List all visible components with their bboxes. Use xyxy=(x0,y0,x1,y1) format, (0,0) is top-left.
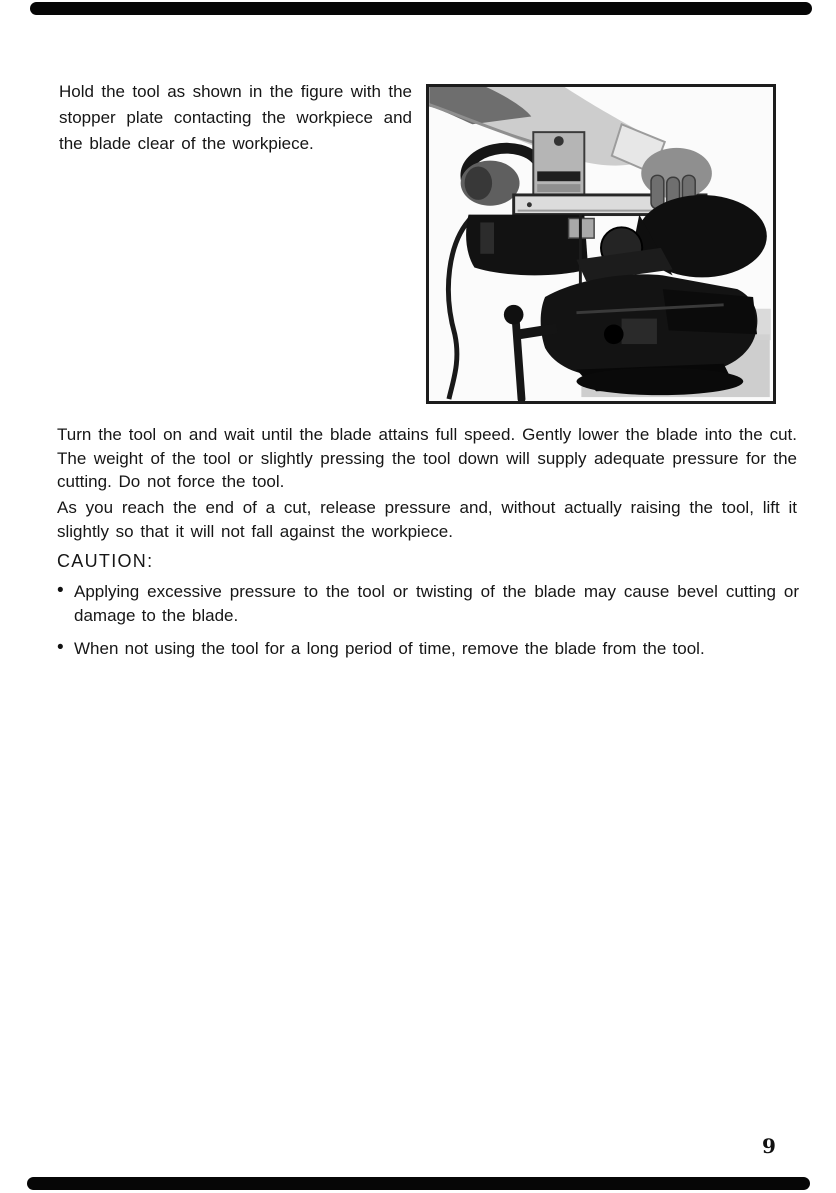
intro-paragraph: Hold the tool as shown in the figure with the stopper plate contacting the workpiece and the blade clear of the workpiece. xyxy=(59,82,412,153)
tool-usage-photo xyxy=(426,84,776,404)
scan-artifact-bar-bottom xyxy=(27,1177,810,1190)
page-number: 9 xyxy=(762,1134,776,1158)
bullet-icon: • xyxy=(57,637,64,658)
bullet-icon: • xyxy=(57,580,64,601)
caution-item-text: Applying excessive pressure to the tool or twisting of the blade may cause bevel cutting or damage to the blade. xyxy=(74,582,799,625)
caution-item-text: When not using the tool for a long period of time, remove the blade from the tool. xyxy=(74,639,705,658)
operation-paragraph-2: As you reach the end of a cut, release pressure and, without actually raising the tool, lift it slightly so that it will not fall against the workpiece. xyxy=(57,498,797,541)
list-item xyxy=(57,637,799,661)
caution-heading: CAUTION: xyxy=(57,551,154,571)
band-saw-photo-illustration xyxy=(429,87,773,401)
operation-paragraph-1: Turn the tool on and wait until the blade attains full speed. Gently lower the blade into the cut. The weight of the tool or slightly pressing the tool down will supply adequate pressure for the cutting. Do not force the tool. xyxy=(57,425,797,491)
caution-list xyxy=(57,580,799,661)
list-item xyxy=(57,580,799,627)
scan-artifact-bar-top xyxy=(30,2,812,15)
